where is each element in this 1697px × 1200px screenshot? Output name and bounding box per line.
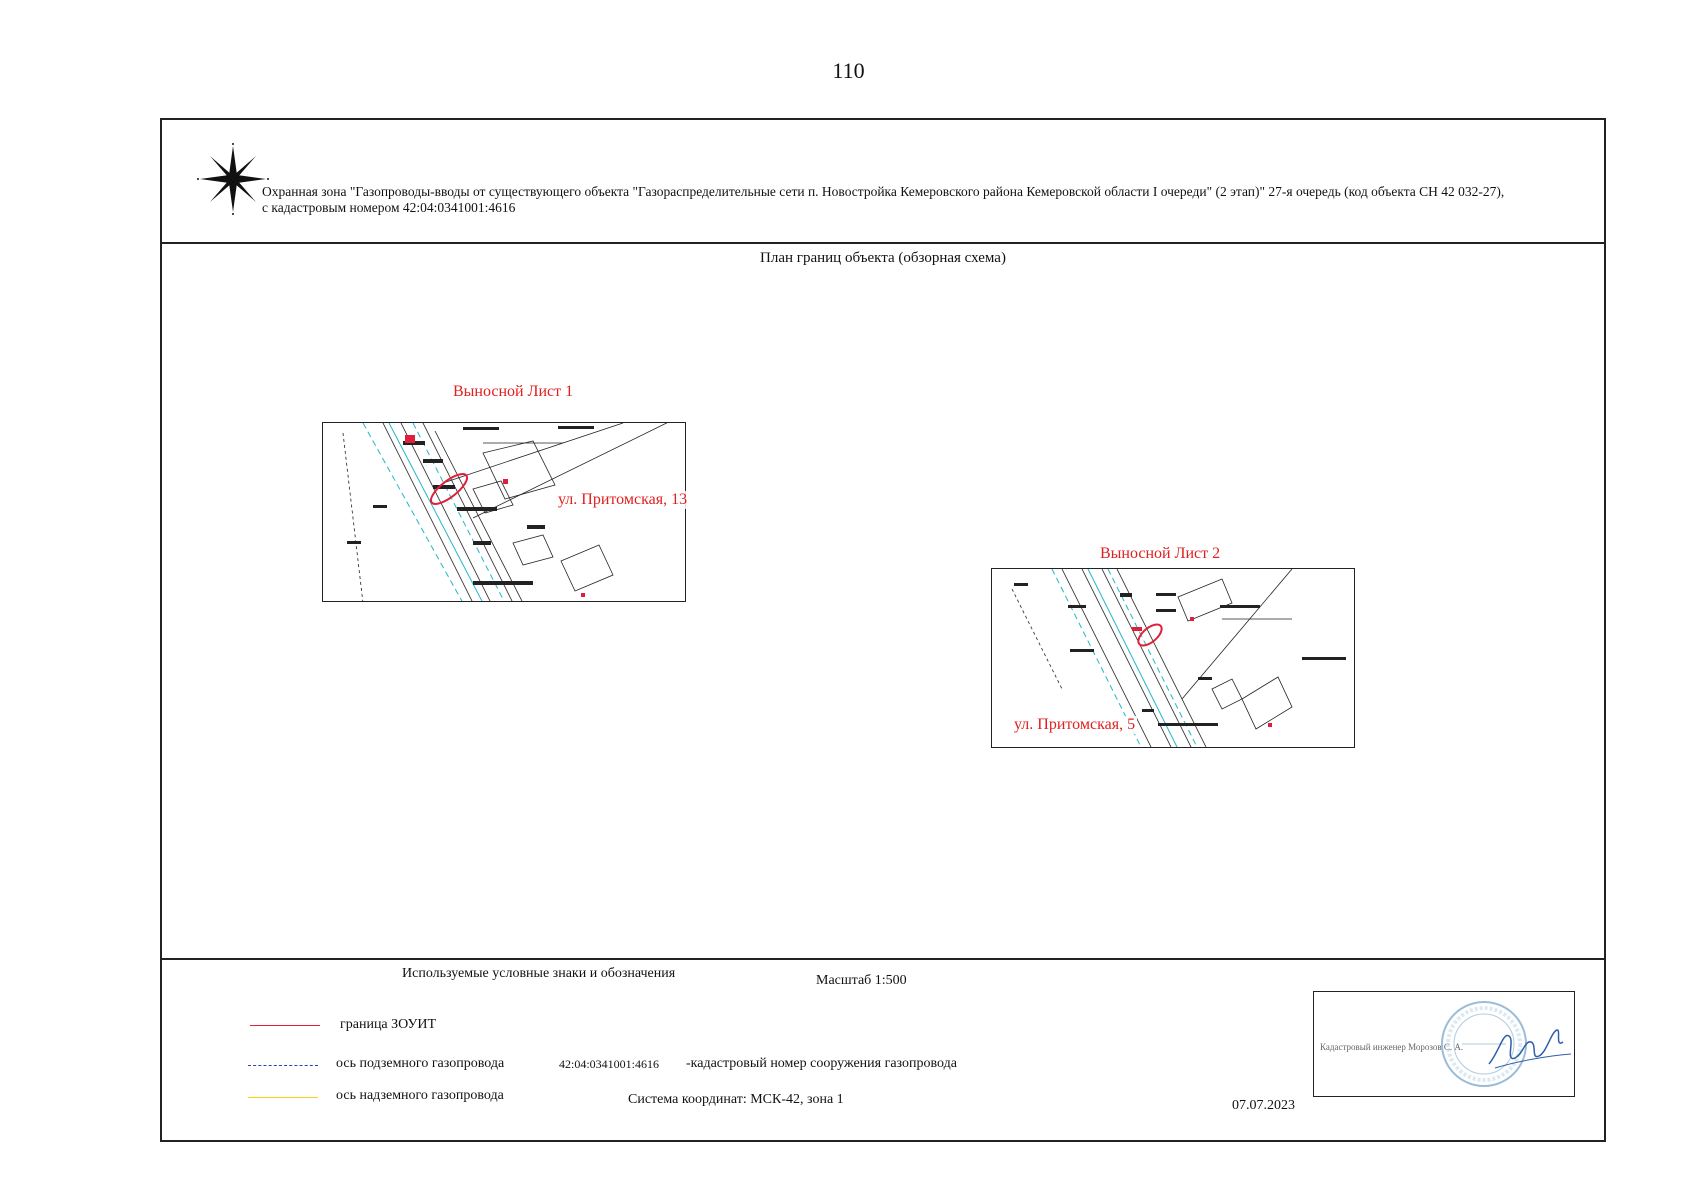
legend-divider [160, 958, 1606, 960]
legend-label-underground-axis: ось подземного газопровода [336, 1056, 505, 1071]
header-title-line1: Охранная зона "Газопроводы-вводы от существующего объекта "Газораспределительные сети п. Новостройка Кемеровского района Кемеровской области I очереди" (2 этап)" 27-я очередь (код объекта СН 42 032-27), [262, 184, 1505, 199]
header-title [262, 184, 1602, 216]
scale-label: Масштаб 1:500 [816, 973, 907, 988]
sheet1-map-drawing [323, 423, 686, 602]
header-title-line2: с кадастровым номером 42:04:0341001:4616 [262, 200, 516, 215]
legend-line-underground-axis [248, 1065, 318, 1066]
engineer-name: Кадастровый инженер Морозов С. А. [1320, 1042, 1464, 1052]
legend-line-zone-boundary [250, 1025, 320, 1026]
legend-title: Используемые условные знаки и обозначения [402, 966, 676, 981]
sheet1-label: Выносной Лист 1 [453, 383, 574, 400]
legend-label-aboveground-axis: ось надземного газопровода [336, 1088, 504, 1103]
north-arrow-compass-rose-icon [196, 142, 270, 216]
sheet2-label: Выносной Лист 2 [1100, 545, 1221, 562]
legend-line-aboveground-axis [248, 1097, 318, 1098]
handwritten-signature-icon [1485, 1012, 1575, 1082]
sheet2-address: ул. Притомская, 5 [1014, 716, 1136, 733]
plan-title: План границ объекта (обзорная схема) [760, 250, 1006, 266]
sheet1-address: ул. Притомская, 13 [558, 491, 688, 508]
legend-cadastral-description: -кадастровый номер сооружения газопровода [686, 1056, 957, 1071]
header-divider [160, 242, 1606, 244]
sheet1-inset-map [322, 422, 686, 602]
page-number: 110 [832, 58, 865, 83]
document-date: 07.07.2023 [1232, 1098, 1295, 1113]
coordinate-system: Система координат: МСК-42, зона 1 [628, 1092, 844, 1107]
legend-label-zone-boundary: граница ЗОУИТ [340, 1017, 437, 1032]
legend-cadastral-code: 42:04:0341001:4616 [559, 1057, 660, 1071]
